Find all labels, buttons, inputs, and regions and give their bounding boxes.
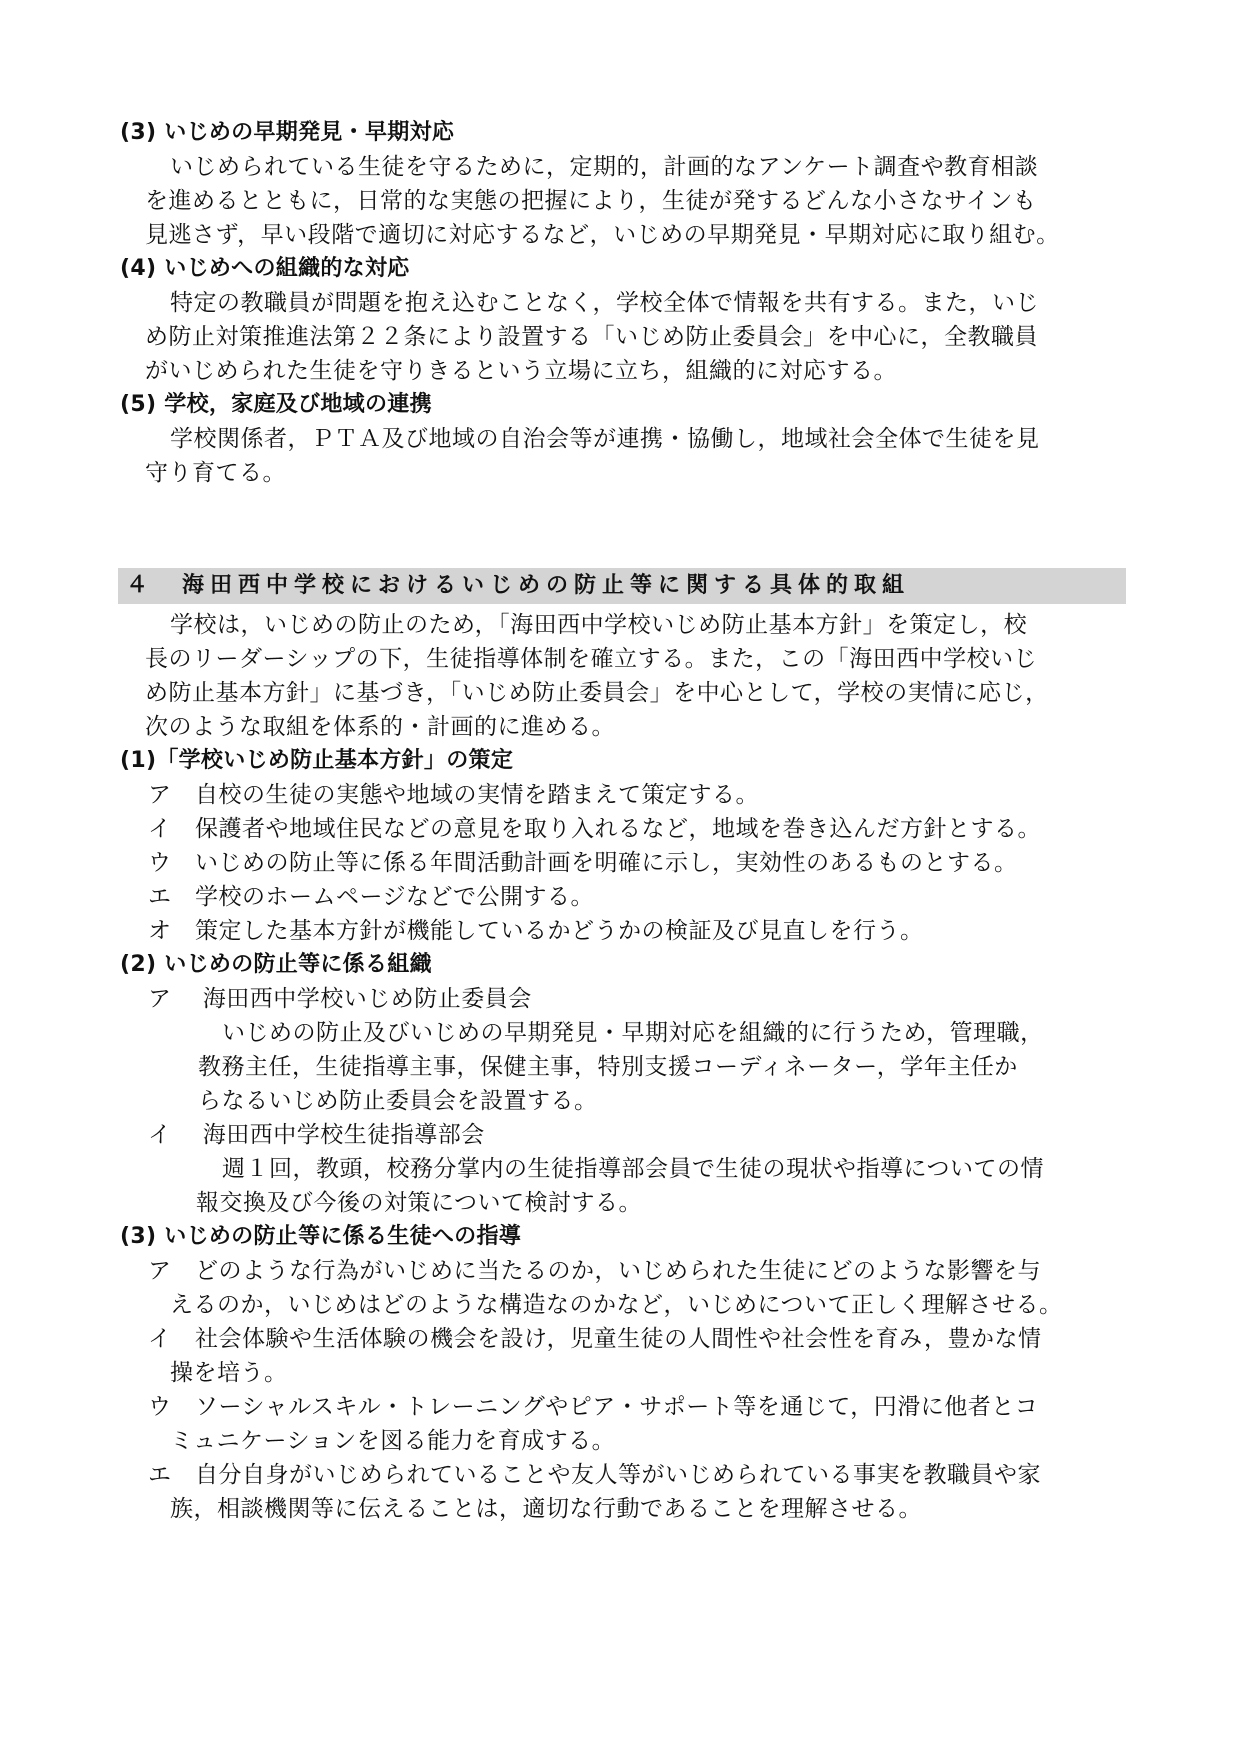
body-line: 週１回，教頭，校務分掌内の生徒指導部会員で生徒の現状や指導についての情 [222,1156,1045,1182]
intro-line: 次のような取組を体系的・計画的に進める。 [145,714,615,740]
list-item: エ 自分自身がいじめられていることや友人等がいじめられている事実を教職員や家 [148,1462,1041,1488]
body-line: いじめられている生徒を守るために，定期的，計画的なアンケート調査や教育相談 [170,154,1039,180]
body-line: め防止対策推進法第２２条により設置する「いじめ防止委員会」を中心に，全教職員 [145,324,1038,350]
org-title-a: ア 海田西中学校いじめ防止委員会 [148,986,532,1012]
section-heading-3: (3) いじめの早期発見・早期対応 [120,120,455,145]
body-line: がいじめられた生徒を守りきるという立場に立ち，組織的に対応する。 [145,358,897,384]
list-item: ア 自校の生徒の実態や地域の実情を踏まえて策定する。 [148,782,759,808]
subsection-heading-2: (2) いじめの防止等に係る組織 [120,952,432,977]
section-heading-5: (5) 学校，家庭及び地域の連携 [120,392,432,417]
list-item: イ 社会体験や生活体験の機会を設け，児童生徒の人間性や社会性を育み，豊かな情 [148,1326,1042,1352]
body-line: いじめの防止及びいじめの早期発見・早期対応を組織的に行うため，管理職， [222,1020,1044,1046]
list-item-continued: ミュニケーションを図る能力を育成する。 [170,1428,616,1454]
intro-line: 長のリーダーシップの下，生徒指導体制を確立する。また，この「海田西中学校いじ [145,646,1038,672]
list-item-continued: 操を培う。 [170,1360,288,1386]
body-line: 報交換及び今後の対策について検討する。 [196,1190,643,1216]
section-heading-4: (4) いじめへの組織的な対応 [120,256,410,281]
list-item-continued: えるのか，いじめはどのような構造なのかなど，いじめについて正しく理解させる。 [170,1292,1063,1318]
intro-line: 学校は，いじめの防止のため，「海田西中学校いじめ防止基本方針」を策定し，校 [170,612,1028,638]
body-line: 学校関係者，ＰＴＡ及び地域の自治会等が連携・協働し，地域社会全体で生徒を見 [170,426,1040,452]
subsection-heading-3: (3) いじめの防止等に係る生徒への指導 [120,1224,522,1249]
chapter-title: ４ 海田西中学校におけるいじめの防止等に関する具体的取組 [126,573,911,598]
chapter-heading-band [118,568,1126,604]
intro-line: め防止基本方針」に基づき，「いじめ防止委員会」を中心として，学校の実情に応じ， [145,680,1049,706]
list-item: ウ いじめの防止等に係る年間活動計画を明確に示し，実効性のあるものとする。 [148,850,1018,876]
list-item: ウ ソーシャルスキル・トレーニングやピア・サポート等を通じて，円滑に他者とコ [148,1394,1039,1420]
body-line: 教務主任，生徒指導主事，保健主事，特別支援コーディネーター，学年主任か [198,1054,1018,1080]
body-line: 特定の教職員が問題を抱え込むことなく，学校全体で情報を共有する。また，いじ [170,290,1040,316]
body-line: 見逃さず，早い段階で適切に対応するなど，いじめの早期発見・早期対応に取り組む。 [145,222,1060,248]
list-item: エ 学校のホームページなどで公開する。 [148,884,595,910]
list-item: イ 保護者や地域住民などの意見を取り入れるなど，地域を巻き込んだ方針とする。 [148,816,1041,842]
subsection-heading-1: (1)「学校いじめ防止基本方針」の策定 [120,748,514,773]
body-line: らなるいじめ防止委員会を設置する。 [198,1088,598,1114]
list-item-continued: 族，相談機関等に伝えることは，適切な行動であることを理解させる。 [170,1496,922,1522]
list-item: ア どのような行為がいじめに当たるのか，いじめられた生徒にどのような影響を与 [148,1258,1041,1284]
list-item: オ 策定した基本方針が機能しているかどうかの検証及び見直しを行う。 [148,918,924,944]
org-title-i: イ 海田西中学校生徒指導部会 [148,1122,485,1148]
body-line: 守り育てる。 [145,460,286,486]
body-line: を進めるとともに，日常的な実態の把握により，生徒が発するどんな小さなサインも [145,188,1037,214]
